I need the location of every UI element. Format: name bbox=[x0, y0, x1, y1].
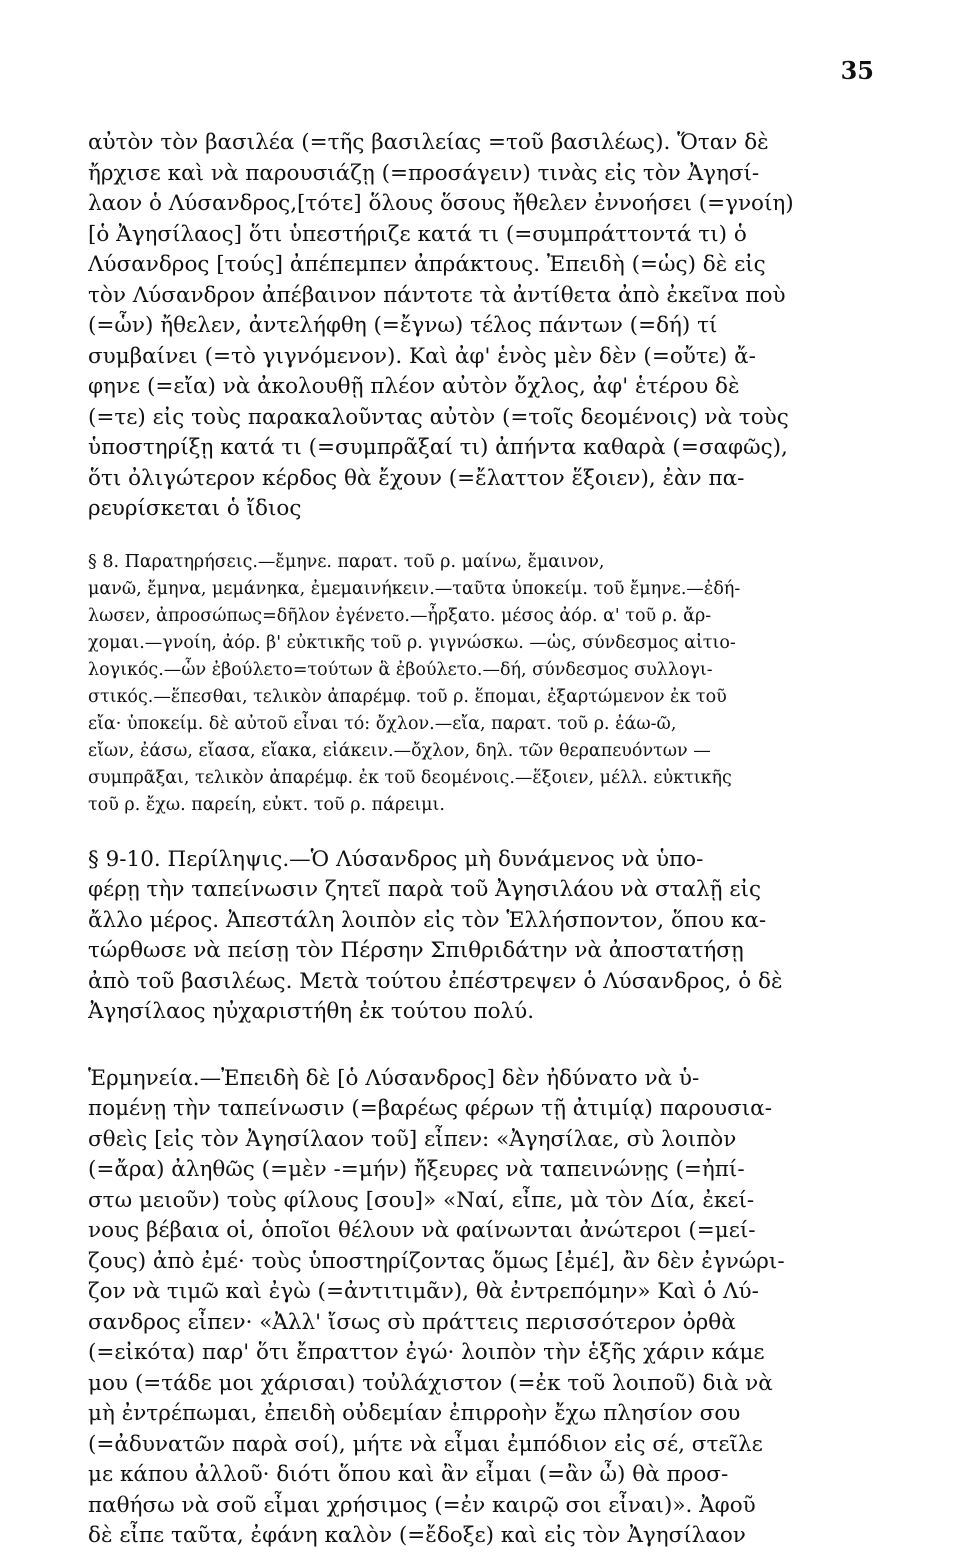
notes-line: § 8. Παρατηρήσεις.—ἔμηνε. παρατ. τοῦ ρ. μαίνω, ἔμαινον, bbox=[88, 551, 605, 572]
interpretation-line: (=εἰκότα) παρ' ὅτι ἔπραττον ἐγώ· λοιπὸν τὴν ἑξῆς χάριν κάμε bbox=[88, 1340, 765, 1365]
text-line: αὐτὸν τὸν βασιλέα (=τῆς βασιλείας =τοῦ βασιλέως). Ὅταν δὲ bbox=[88, 130, 769, 155]
interpretation-line: παθήσω νὰ σοῦ εἶμαι χρήσιμος (=ἐν καιρῷ σοι εἶναι)». Ἀφοῦ bbox=[88, 1492, 756, 1518]
text-line: ἤρχισε καὶ νὰ παρουσιάζῃ (=προσάγειν) τινὰς εἰς τὸν Ἀγησί- bbox=[88, 160, 760, 186]
text-line: (=τε) εἰς τοὺς παρακαλοῦντας αὐτὸν (=τοῖς δεομένοις) νὰ τοὺς bbox=[88, 404, 789, 430]
summary-line: Ἀγησίλαος ηὐχαριστήθη ἐκ τούτου πολύ. bbox=[88, 999, 535, 1024]
interpretation-line: ζον νὰ τιμῶ καὶ ἐγὼ (=ἀντιτιμᾶν), θὰ ἐντρεπόμην» Καὶ ὁ Λύ- bbox=[88, 1279, 759, 1304]
text-line: Λύσανδρος [τούς] ἀπέπεμπεν ἀπράκτους. Ἐπειδὴ (=ὡς) δὲ εἰς bbox=[88, 252, 766, 277]
interpretation-line: μὴ ἐντρέπωμαι, ἐπειδὴ οὐδεμίαν ἐπιρροὴν ἔχω πλησίον σου bbox=[88, 1401, 741, 1426]
interpretation-line: σανδρος εἶπεν· «Ἀλλ' ἴσως σὺ πράττεις περισσότερον ὀρθὰ bbox=[88, 1309, 736, 1335]
notes-section bbox=[88, 549, 892, 819]
interpretation-line: νους βέβαια οἱ, ὁποῖοι θέλουν νὰ φαίνωνται ἀνώτεροι (=μεί- bbox=[88, 1218, 756, 1243]
summary-line: § 9-10. Περίληψις.—Ὁ Λύσανδρος μὴ δυνάμενος νὰ ὑπο- bbox=[88, 846, 704, 872]
text-line: ρευρίσκεται ὁ ἴδιος bbox=[88, 496, 302, 521]
interpretation-line: (=ἀδυνατῶν παρὰ σοί), μήτε νὰ εἶμαι ἐμπόδιον εἰς σέ, στεῖλε bbox=[88, 1431, 763, 1457]
interpretation-line: ζους) ἀπὸ ἐμέ· τοὺς ὑποστηρίζοντας ὅμως [ἐμέ], ἂν δὲν ἐγνώρι- bbox=[88, 1248, 785, 1274]
text-line: λαον ὁ Λύσανδρος,[τότε] ὅλους ὅσους ἤθελεν ἐννοήσει (=γνοίη) bbox=[88, 191, 794, 216]
notes-line: τοῦ ρ. ἔχω. παρείη, εὐκτ. τοῦ ρ. πάρειμι. bbox=[88, 794, 445, 815]
interpretation-line: μου (=τάδε μοι χάρισαι) τοὐλάχιστον (=ἐκ τοῦ λοιποῦ) διὰ νὰ bbox=[88, 1370, 773, 1396]
notes-line: εἴα· ὑποκείμ. δὲ αὐτοῦ εἶναι τό: ὄχλον.—εἴα, παρατ. τοῦ ρ. ἐάω-ῶ, bbox=[88, 713, 677, 734]
text-line: συμβαίνει (=τὸ γιγνόμενον). Καὶ ἀφ' ἑνὸς μὲν δὲν (=οὔτε) ἄ- bbox=[88, 343, 756, 369]
text-line: [ὁ Ἀγησίλαος] ὅτι ὑπεστήριζε κατά τι (=συμπράττοντά τι) ὁ bbox=[88, 221, 747, 247]
notes-line: λωσεν, ἀπροσώπως=δῆλον ἐγένετο.—ἦρξατο. μέσος ἀόρ. α' τοῦ ρ. ἄρ- bbox=[88, 605, 712, 626]
text-line: (=ὧν) ἤθελεν, ἀντελήφθη (=ἔγνω) τέλος πάντων (=δή) τί bbox=[88, 313, 718, 338]
notes-line: λογικός.—ὧν ἐβούλετο=τούτων ἃ ἐβούλετο.—δή, σύνδεσμος συλλογι- bbox=[88, 659, 713, 680]
interpretation-line: (=ἄρα) ἀληθῶς (=μὲν -=μήν) ἤξευρες νὰ ταπεινώνῃς (=ἠπί- bbox=[88, 1157, 745, 1182]
text-line: τὸν Λύσανδρον ἀπέβαινον πάντοτε τὰ ἀντίθετα ἀπὸ ἐκεῖνα ποὺ bbox=[88, 282, 786, 308]
text-line: ὅτι ὀλιγώτερον κέρδος θὰ ἔχουν (=ἔλαττον ἕξοιεν), ἐὰν πα- bbox=[88, 465, 745, 491]
paragraph-translation bbox=[88, 128, 892, 525]
text-line: φηνε (=εἴα) νὰ ἀκολουθῇ πλέον αὐτὸν ὄχλος, ἀφ' ἑτέρου δὲ bbox=[88, 374, 740, 399]
notes-line: συμπρᾶξαι, τελικὸν ἀπαρέμφ. ἐκ τοῦ δεομένοις.—ἕξοιεν, μέλλ. εὐκτικῆς bbox=[88, 767, 732, 788]
page-number: 35 bbox=[840, 56, 874, 85]
summary-section bbox=[88, 845, 892, 1028]
notes-line: στικός.—ἕπεσθαι, τελικὸν ἀπαρέμφ. τοῦ ρ. ἕπομαι, ἐξαρτώμενον ἐκ τοῦ bbox=[88, 686, 727, 707]
notes-line: χομαι.—γνοίη, ἀόρ. β' εὐκτικῆς τοῦ ρ. γιγνώσκω. —ὡς, σύνδεσμος αἰτιο- bbox=[88, 632, 736, 653]
summary-line: ἄλλο μέρος. Ἀπεστάλη λοιπὸν εἰς τὸν Ἑλλήσποντον, ὅπου κα- bbox=[88, 907, 767, 933]
summary-line: τώρθωσε νὰ πείσῃ τὸν Πέρσην Σπιθριδάτην νὰ ἀποστατήσῃ bbox=[88, 938, 744, 963]
interpretation-line: σθεὶς [εἰς τὸν Ἀγησίλαον τοῦ] εἶπεν: «Ἀγησίλαε, σὺ λοιπὸν bbox=[88, 1126, 737, 1152]
interpretation-section bbox=[88, 1064, 892, 1552]
interpretation-line: στω μειοῦν) τοὺς φίλους [σου]» «Ναί, εἶπε, μὰ τὸν Δία, ἐκεί- bbox=[88, 1187, 755, 1213]
text-line: ὑποστηρίξῃ κατά τι (=συμπρᾶξαί τι) ἀπήντα καθαρὰ (=σαφῶς), bbox=[88, 435, 788, 460]
interpretation-line: με κάπου ἀλλοῦ· διότι ὅπου καὶ ἂν εἶμαι (=ἂν ὦ) θὰ προσ- bbox=[88, 1462, 729, 1487]
interpretation-line: πομένῃ τὴν ταπείνωσιν (=βαρέως φέρων τῇ ἀτιμίᾳ) παρουσια- bbox=[88, 1096, 772, 1121]
notes-line: εἴων, ἐάσω, εἴασα, εἴακα, εἰάκειν.—ὄχλον, δηλ. τῶν θεραπευόντων — bbox=[88, 740, 711, 761]
interpretation-line: δὲ εἶπε ταῦτα, ἐφάνη καλὸν (=ἔδοξε) καὶ εἰς τὸν Ἀγησίλαον bbox=[88, 1523, 746, 1548]
notes-line: μανῶ, ἔμηνα, μεμάνηκα, ἐμεμαινήκειν.—ταῦτα ὑποκείμ. τοῦ ἔμηνε.—ἐδή- bbox=[88, 578, 741, 599]
interpretation-line: Ἑρμηνεία.—Ἐπειδὴ δὲ [ὁ Λύσανδρος] δὲν ἠδύνατο νὰ ὑ- bbox=[88, 1065, 700, 1091]
summary-line: ἀπὸ τοῦ βασιλέως. Μετὰ τούτου ἐπέστρεψεν ὁ Λύσανδρος, ὁ δὲ bbox=[88, 968, 783, 994]
summary-line: φέρῃ τὴν ταπείνωσιν ζητεῖ παρὰ τοῦ Ἀγησιλάου νὰ σταλῇ εἰς bbox=[88, 877, 761, 902]
